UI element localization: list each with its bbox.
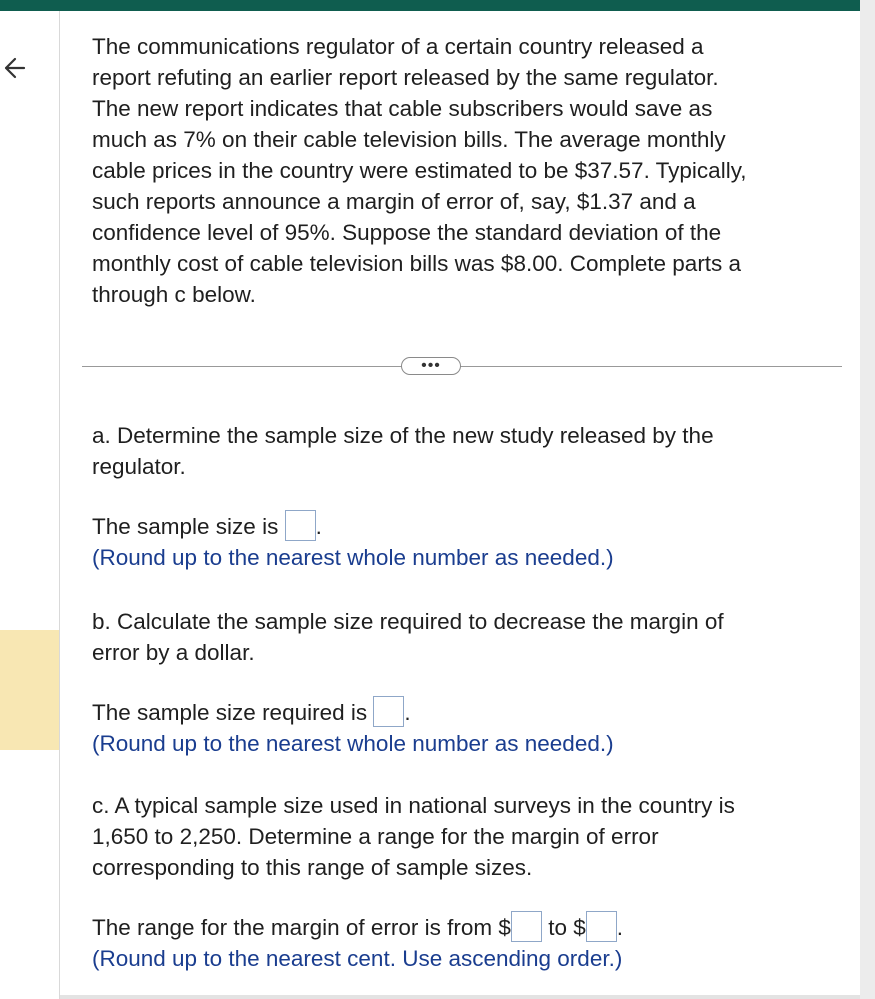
part-b-answer-line [92,697,832,728]
part-c-question-line: corresponding to this range of sample sizes. [92,855,533,880]
problem-line: The communications regulator of a certain country released a [92,34,704,59]
problem-line: The new report indicates that cable subscribers would save as [92,96,713,121]
part-a [92,420,832,573]
part-b [92,606,832,759]
part-b-question-line: b. Calculate the sample size required to decrease the margin of [92,609,724,634]
problem-line: through c below. [92,282,256,307]
left-rail-highlight [0,630,59,750]
problem-line: monthly cost of cable television bills was $8.00. Complete parts a [92,251,742,276]
problem-line: cable prices in the country were estimated to be $37.57. Typically, [92,158,747,183]
part-c [92,790,832,974]
part-b-hint: (Round up to the nearest whole number as needed.) [92,731,614,756]
part-c-hint: (Round up to the nearest cent. Use ascending order.) [92,946,623,971]
part-a-answer-suffix: . [315,514,322,539]
problem-line: much as 7% on their cable television bills. The average monthly [92,127,726,152]
left-rail [0,11,60,999]
part-a-question-line: regulator. [92,454,186,479]
part-c-question-line: 1,650 to 2,250. Determine a range for the margin of error [92,824,659,849]
back-button[interactable] [0,48,30,88]
part-a-question-line: a. Determine the sample size of the new study released by the [92,423,714,448]
part-c-answer-prefix: The range for the margin of error is from $ [92,915,511,940]
part-c-upper-input[interactable] [586,911,617,942]
expand-more-button[interactable]: ••• [401,357,461,375]
part-a-answer-input[interactable] [285,510,316,541]
problem-line: confidence level of 95%. Suppose the standard deviation of the [92,220,722,245]
part-b-answer-input[interactable] [373,696,404,727]
top-header-bar [0,0,860,11]
bottom-border [60,995,860,999]
part-b-question-line: error by a dollar. [92,640,255,665]
section-divider [82,366,842,367]
part-c-answer-suffix: . [616,915,623,940]
arrow-left-icon [2,55,28,81]
scrollbar-track[interactable] [860,0,875,999]
part-c-answer-line [92,912,832,943]
problem-line: report refuting an earlier report released by the same regulator. [92,65,719,90]
part-b-answer-prefix: The sample size required is [92,700,368,725]
part-c-lower-input[interactable] [511,911,542,942]
part-a-hint: (Round up to the nearest whole number as needed.) [92,545,614,570]
part-a-answer-prefix: The sample size is [92,514,279,539]
part-a-answer-line [92,511,832,542]
part-c-answer-middle: to $ [548,915,586,940]
part-b-answer-suffix: . [404,700,411,725]
problem-line: such reports announce a margin of error of, say, $1.37 and a [92,189,696,214]
problem-statement [92,31,832,310]
part-c-question-line: c. A typical sample size used in national surveys in the country is [92,793,735,818]
